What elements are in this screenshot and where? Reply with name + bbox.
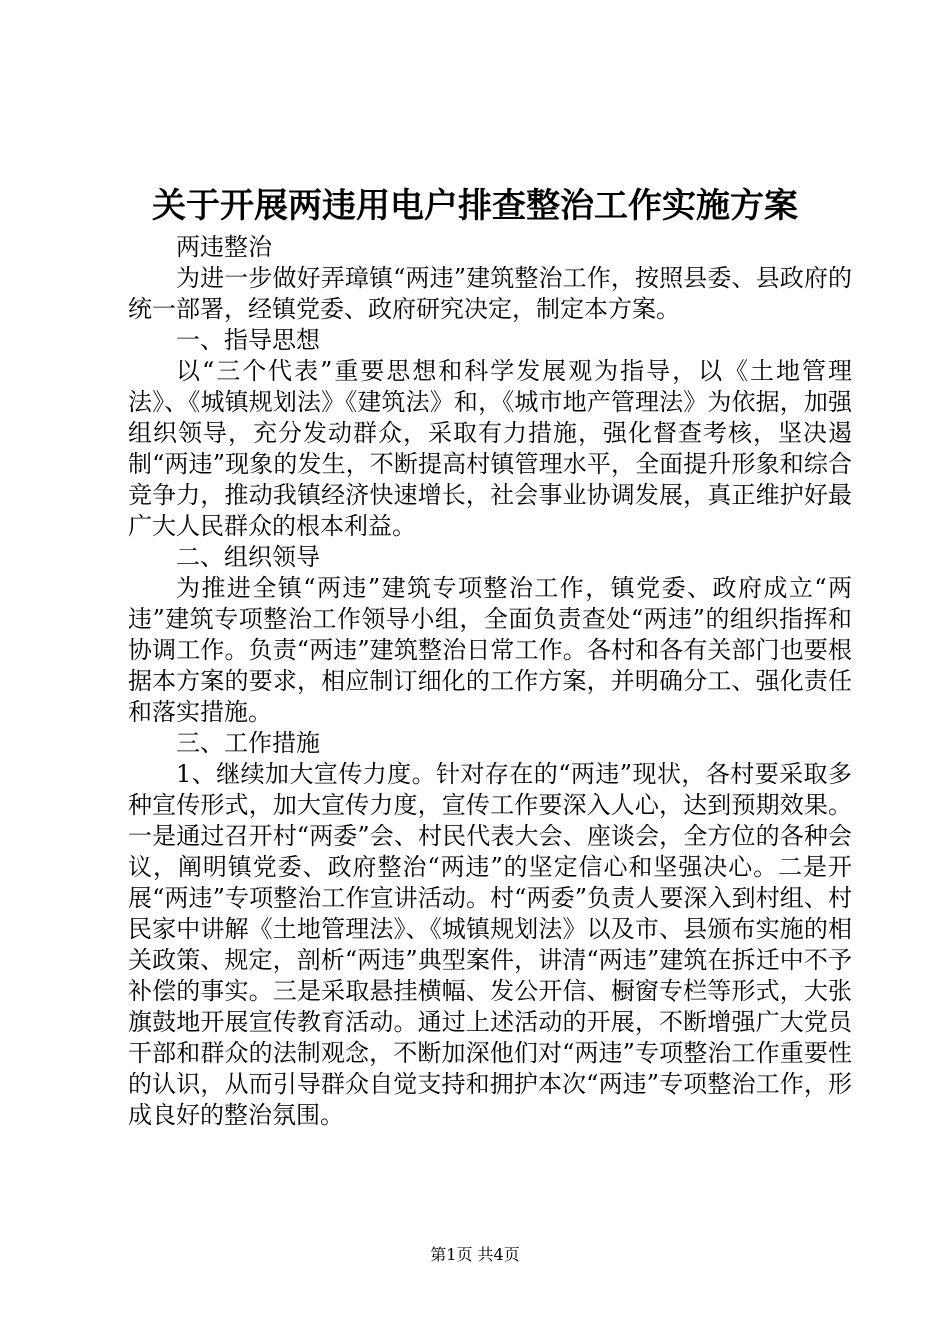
section-heading-measures: 三、工作措施 (176, 729, 320, 757)
section-heading-organization: 二、组织领导 (176, 543, 320, 571)
section-subtitle: 两违整治 (176, 233, 272, 261)
document-title: 关于开展两违用电户排查整治工作实施方案 (152, 186, 798, 226)
organization-paragraph: 为推进全镇“两违”建筑专项整治工作，镇党委、政府成立“两违”建筑专项整治工作领导小组，全面负责查处“两违”的组织指挥和协调工作。负责“两违”建筑整治日常工作。各村和各有关部门也要根据本方案的要求，相应制订细化的工作方案，并明确分工、强化责任和落实措施。 (128, 574, 852, 726)
measures-paragraph: 1、继续加大宣传力度。针对存在的“两违”现状，各村要采取多种宣传形式，加大宣传力度，宣传工作要深入人心，达到预期效果。一是通过召开村“两委”会、村民代表大会、座谈会，全方位的各种会议，阐明镇党委、政府整治“两违”的坚定信心和坚强决心。二是开展“两违”专项整治工作宣讲活动。村“两委”负责人要深入到村组、村民家中讲解《土地管理法》、《城镇规划法》以及市、县颁布实施的相关政策、规定，剖析“两违”典型案件，讲清“两违”建筑在拆迁中不予补偿的事实。三是采取悬挂横幅、发公开信、橱窗专栏等形式，大张旗鼓地开展宣传教育活动。通过上述活动的开展，不断增强广大党员干部和群众的法制观念，不断加深他们对“两违”专项整治工作重要性的认识，从而引导群众自觉支持和拥护本次“两违”专项整治工作，形成良好的整治氛围。 (128, 760, 852, 1129)
page-number-footer: 第1页 共4页 (430, 1245, 520, 1264)
section-heading-guiding-ideology: 一、指导思想 (176, 326, 320, 354)
guiding-ideology-paragraph: 以“三个代表”重要思想和科学发展观为指导，以《土地管理法》、《城镇规划法》《建筑法》和，《城市地产管理法》为依据，加强组织领导，充分发动群众，采取有力措施，强化督查考核，坚决遏制“两违”现象的发生，不断提高村镇管理水平，全面提升形象和综合竞争力，推动我镇经济快速增长，社会事业协调发展，真正维护好最广大人民群众的根本利益。 (128, 357, 852, 540)
intro-paragraph: 为进一步做好弄璋镇“两违”建筑整治工作，按照县委、县政府的统一部署，经镇党委、政府研究决定，制定本方案。 (128, 264, 852, 323)
document-body (128, 232, 852, 1131)
